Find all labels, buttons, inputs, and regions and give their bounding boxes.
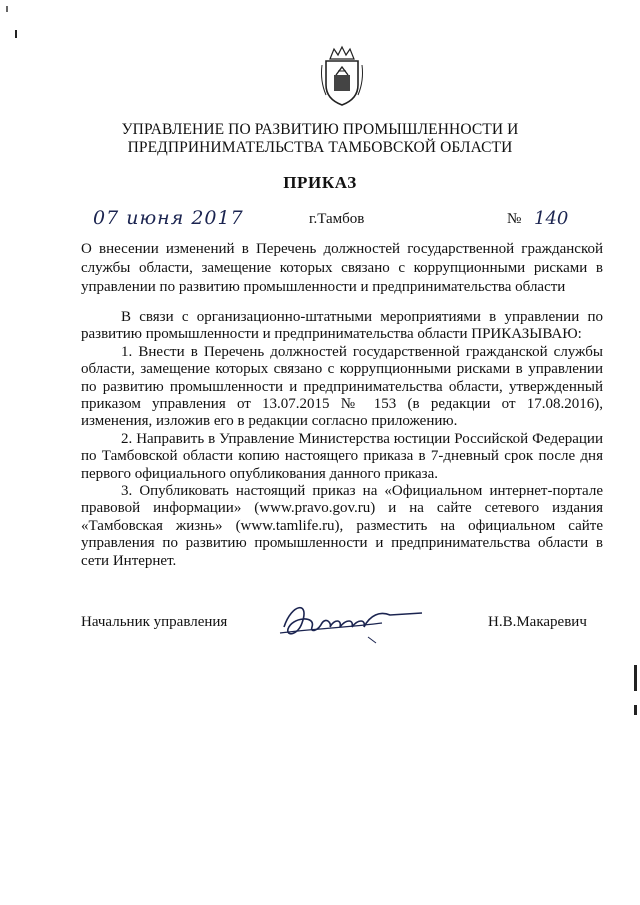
signatory-name: Н.В.Макаревич bbox=[488, 614, 587, 630]
scan-edge-right-2 bbox=[634, 705, 637, 715]
signatory-title: Начальник управления bbox=[81, 614, 228, 630]
scan-mark-top-left bbox=[15, 30, 17, 38]
organization-name-line-1: УПРАВЛЕНИЕ ПО РАЗВИТИЮ ПРОМЫШЛЕННОСТИ И bbox=[121, 121, 519, 138]
document-type-title: ПРИКАЗ bbox=[283, 173, 357, 192]
tambov-coat-of-arms-icon bbox=[318, 45, 366, 107]
order-item-1: 1. Внести в Перечень должностей государственной гражданской службы области, замещение которых связано с коррупционными рисками в управлении по развитию промышленности и предпринимательства области, утвержденный приказом управления от 13.07.2015 № 153 (в редакции от 17.08.2016), изменения, изложив его в редакции согласно приложению. bbox=[81, 343, 603, 430]
scan-mark-top-left-2 bbox=[6, 6, 8, 12]
order-body bbox=[81, 309, 603, 570]
city: г.Тамбов bbox=[309, 211, 365, 227]
order-item-3: 3. Опубликовать настоящий приказ на «Официальном интернет-портале правовой информации» (www.pravo.gov.ru) и на сайте сетевого издания «Тамбовская жизнь» (www.tamlife.ru), разместить на официальном сайте управления по развитию промышленности и предпринимательства области в сети Интернет. bbox=[81, 483, 603, 569]
organization-name-line-2: ПРЕДПРИНИМАТЕЛЬСТВА ТАМБОВСКОЙ ОБЛАСТИ bbox=[127, 139, 513, 156]
organization-name bbox=[0, 121, 640, 157]
order-subject: О внесении изменений в Перечень должностей государственной гражданской службы области, замещение которых связано с коррупционными рисками в управлении по развитию промышленности и предпринимательства области bbox=[81, 241, 603, 295]
handwritten-signature bbox=[272, 593, 442, 649]
order-item-2: 2. Направить в Управление Министерства юстиции Российской Федерации по Тамбовской области копию настоящего приказа в 7-дневный срок после дня первого официального опубликования данного приказа. bbox=[81, 430, 603, 482]
order-number-sign: № bbox=[507, 211, 522, 227]
order-intro-paragraph: В связи с организационно-штатными мероприятиями в управлении по развитию промышленности и предпринимательства области ПРИКАЗЫВАЮ: bbox=[81, 309, 603, 343]
order-number-handwritten: 140 bbox=[534, 208, 569, 229]
scan-edge-right-1 bbox=[634, 665, 637, 691]
order-date-handwritten: 07 июня 2017 bbox=[93, 207, 244, 229]
